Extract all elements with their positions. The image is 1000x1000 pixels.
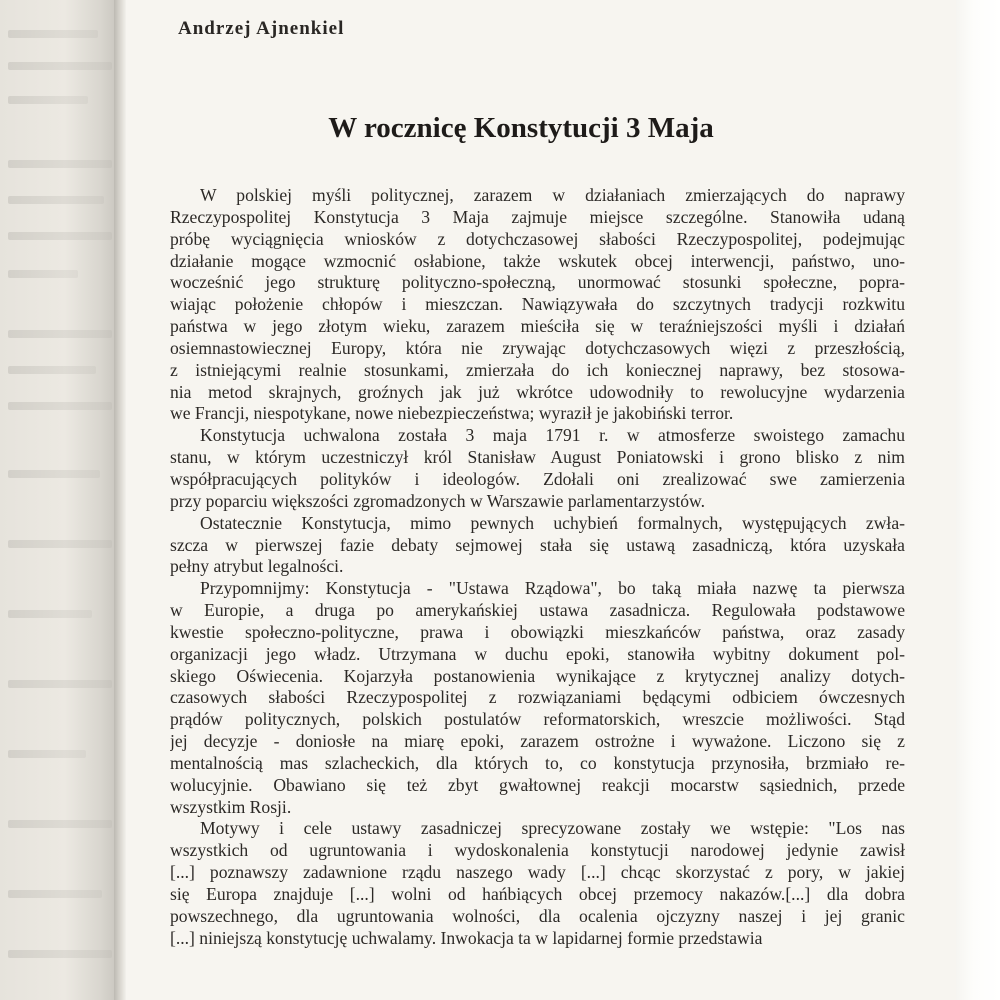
- text-line: wiając położenie chłopów i mieszczan. Nawiązywała do szczytnych tradycji rozkwitu: [170, 294, 905, 315]
- text-line: Konstytucja uchwalona została 3 maja 1791 r. w atmosferze swoistego zamachu: [200, 425, 905, 446]
- article-body: [170, 185, 905, 950]
- text-line: Przypomnijmy: Konstytucja - "Ustawa Rządowa", bo taką miała nazwę ta pierwsza: [200, 578, 905, 599]
- text-line: działanie mogące wzmocnić osłabione, także wskutek obcej interwencji, państwo, uno-: [170, 250, 905, 271]
- text-line: organizacji jego władz. Utrzymana w duchu epoki, stanowiła wybitny dokument pol-: [170, 643, 905, 664]
- text-line: [...] poznawszy zadawnione rządu naszego wady [...] chcąc skorzystać z pory, w jakiej: [170, 862, 905, 883]
- text-line: się Europa znajduje [...] wolni od hańbiących obcej przemocy nakazów.[...] dla dobra: [170, 884, 905, 904]
- text-line: jej decyzje - doniosłe na miarę epoki, zarazem ostrożne i wyważone. Liczono się z: [170, 731, 905, 752]
- book-page: [126, 0, 956, 1000]
- text-line: Rzeczypospolitej Konstytucja 3 Maja zajmuje miejsce szczególne. Stanowiła udaną: [170, 206, 905, 227]
- text-line: wocześnić jego strukturę polityczno-społeczną, unormować stosunki społeczne, popra-: [170, 272, 905, 293]
- text-line: w Europie, a druga po amerykańskiej ustawa zasadnicza. Regulowała podstawowe: [170, 600, 905, 621]
- text-line: prądów politycznych, polskich postulatów reformatorskich, wreszcie możliwości. Stąd: [170, 709, 905, 730]
- text-line: wszystkich od ugruntowania i wydoskonalenia konstytucji narodowej jedynie zawisł: [170, 840, 905, 861]
- text-line: przy poparciu większości zgromadzonych w Warszawie parlamentarzystów.: [170, 490, 705, 511]
- running-header-author: Andrzej Ajnenkiel: [178, 18, 345, 39]
- text-line: stanu, w którym uczestniczył król Stanisław August Poniatowski i grono blisko z nim: [170, 447, 905, 468]
- text-line: wszystkim Rosji.: [170, 796, 292, 817]
- text-line: mentalnością mas szlacheckich, dla których to, co konstytucja przynosiła, brzmiało re-: [170, 752, 905, 773]
- text-line: próbę wyciągnięcia wniosków z dotychczasowej słabości Rzeczypospolitej, podejmując: [170, 228, 905, 249]
- text-line: szcza w pierwszej fazie debaty sejmowej stała się ustawą zasadniczą, która uzyskała: [170, 534, 905, 555]
- text-line: Motywy i cele ustawy zasadniczej sprecyzowane zostały we wstępie: "Los nas: [200, 818, 905, 839]
- text-line: W polskiej myśli politycznej, zarazem w działaniach zmierzających do naprawy: [200, 185, 905, 205]
- left-facing-page: [0, 0, 118, 1000]
- text-line: czasowych słabości Rzeczypospolitej z rozwiązaniami będącymi odbiciem ówczesnych: [170, 687, 905, 708]
- text-line: państwa w jego złotym wieku, zarazem mieściła się w teraźniejszości myśli i działań: [170, 316, 905, 337]
- text-line: z istniejącymi realnie stosunkami, zmierzała do ich koniecznej naprawy, bez stosowa-: [170, 359, 905, 380]
- text-line: nia metod skrajnych, groźnych jak już wkrótce udowodniły to rewolucyjne wydarzenia: [170, 381, 905, 402]
- book-gutter: [114, 0, 126, 1000]
- page-edge: [956, 0, 1000, 1000]
- text-line: Ostatecznie Konstytucja, mimo pewnych uchybień formalnych, występujących zwła-: [200, 512, 905, 533]
- text-line: pełny atrybut legalności.: [170, 556, 344, 577]
- text-line: powszechnego, dla ugruntowania wolności, dla ocalenia ojczyzny naszej i jej granic: [170, 905, 905, 926]
- text-line: kwestie społeczno-polityczne, prawa i obowiązki mieszkańców państwa, oraz zasady: [170, 621, 905, 642]
- text-line: wolucyjnie. Obawiano się też zbyt gwałtownej reakcji mocarstw sąsiednich, przede: [170, 774, 905, 795]
- text-line: osiemnastowiecznej Europy, która nie zrywając dotychczasowych więzi z przeszłością,: [170, 337, 905, 358]
- text-line: [...] niniejszą konstytucję uchwalamy. Inwokacja ta w lapidarnej formie przedstawia: [170, 927, 763, 948]
- text-line: skiego Oświecenia. Kojarzyła postanowienia wynikające z krytycznej analizy dotych-: [170, 665, 905, 686]
- article-title: W rocznicę Konstytucji 3 Maja: [328, 112, 714, 144]
- text-line: we Francji, niespotykane, nowe niebezpieczeństwa; wyraził je jakobiński terror.: [170, 403, 734, 424]
- text-line: współpracujących polityków i ideologów. Zdołali oni zrealizować swe zamierzenia: [170, 468, 905, 489]
